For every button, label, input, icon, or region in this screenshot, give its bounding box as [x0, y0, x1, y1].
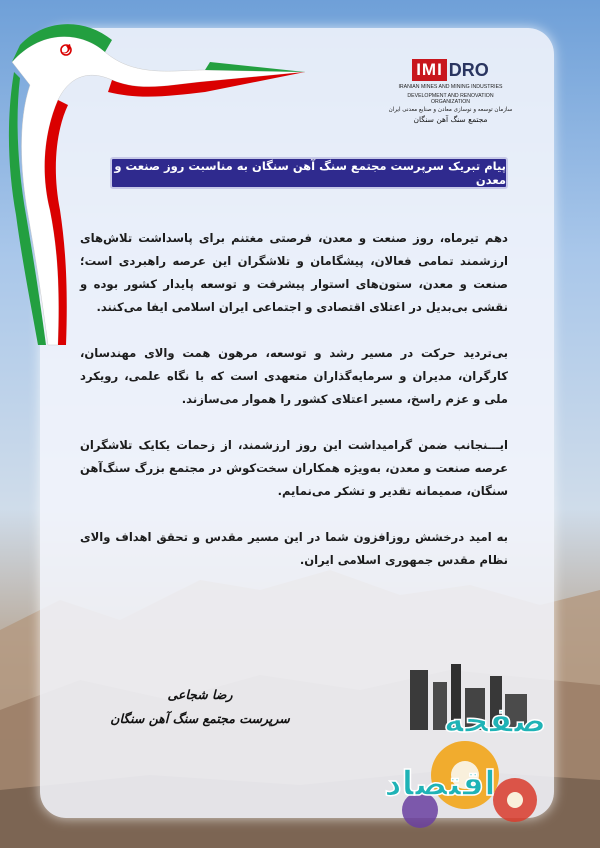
emblem-text-line-1: صفحه [443, 701, 547, 741]
logo-english-line-1: IRANIAN MINES AND MINING INDUSTRIES [398, 84, 503, 90]
body-paragraph-3: ایـــنجانب ضمن گرامیداشت این روز ارزشمند، از زحمات یکایک تلاشگران عرصه صنعت و معدن، به‌ویژه همکاران سخت‌کوش در مجتمع بزرگ سنگ‌آهن سنگان، صمیمانه تقدیر و تشکر می‌نمایم. [80, 438, 508, 498]
body-paragraph-2: بی‌تردید حرکت در مسیر رشد و توسعه، مرهون همت والای مهندسان، کارگران، مدیران و سرمایه‌گذاران متعهدی است که با نگاه علمی، رویکرد ملی و عزم راسخ، مسیر اعتلای کشور را هموار می‌سازند. [80, 346, 508, 406]
message-title-bar [110, 157, 508, 189]
safhe-eghtesad-emblem [345, 660, 555, 840]
message-body [80, 227, 508, 595]
signer-name: رضا شجاعی [167, 687, 233, 702]
logo-persian-line: سازمان توسعه و نوسازی معادن و صنایع معدنی ایران [388, 106, 513, 113]
logo-imi-text: IMI [412, 59, 447, 81]
logo-persian-subtitle: مجتمع سنگ آهن سنگان [413, 114, 488, 124]
body-paragraph-1: دهم تیرماه، روز صنعت و معدن، فرصتی مغتنم برای پاسداشت تلاش‌های ارزشمند تمامی فعالان، پیشگامان و تلاشگران این عرصه راهبردی است؛ صنعت و معدن، ستون‌های استوار پیشرفت و توسعه پایدار کشور بوده و نقشی بی‌بدیل در اعتلای اقتصادی و اجتماعی ایران اسلامی ایفا می‌کنند. [80, 231, 508, 314]
imidro-logo-mark [388, 58, 513, 82]
logo-dro-text: DRO [448, 59, 489, 80]
signer-position: سرپرست مجتمع سنگ آهن سنگان [110, 711, 290, 726]
logo-english-line-2: DEVELOPMENT AND RENOVATION ORGANIZATION [407, 92, 494, 105]
body-paragraph-4: به امید درخشش روزافزون شما در این مسیر مقدس و تحقق اهداف والای نظام مقدس جمهوری اسلامی ایران. [80, 530, 508, 567]
signature-block [95, 683, 305, 731]
message-title: پیام تبریک سرپرست مجتمع سنگ آهن سنگان به مناسبت روز صنعت و معدن [114, 159, 506, 187]
organization-logo [388, 58, 513, 124]
emblem-text-line-2: اقتصاد [384, 764, 496, 804]
